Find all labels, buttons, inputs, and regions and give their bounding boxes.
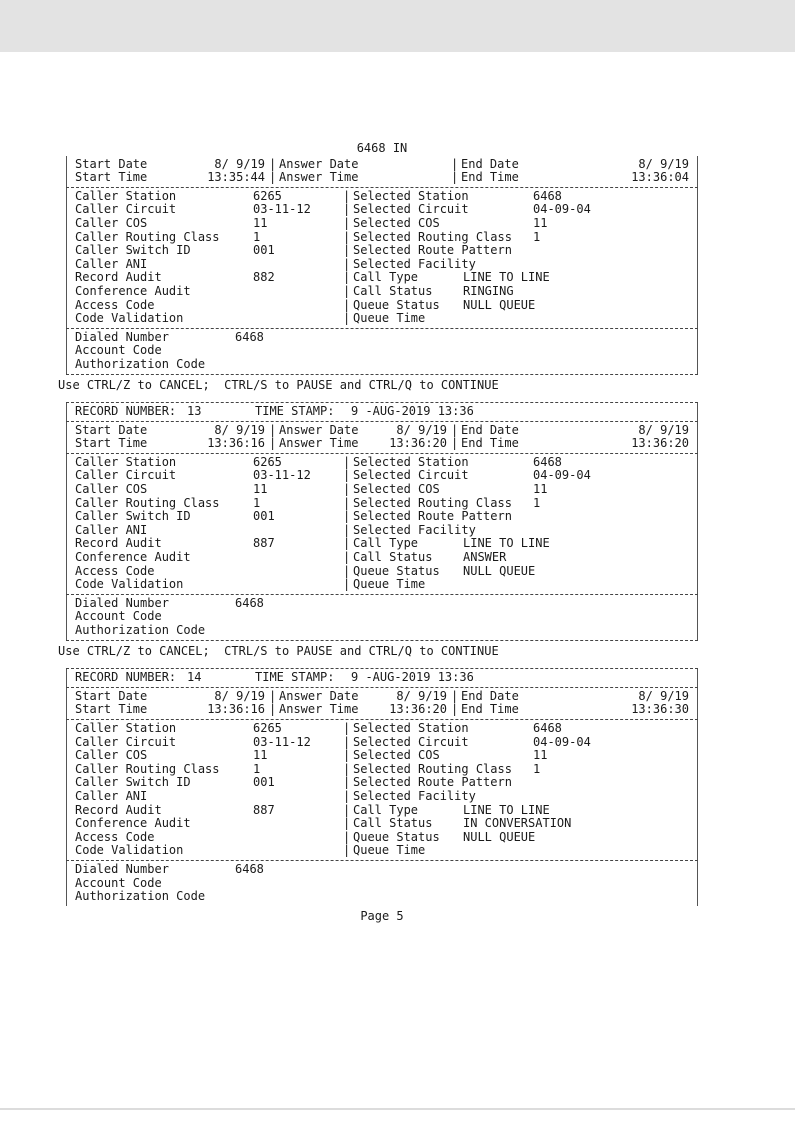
dialed-number-value: 6468 bbox=[235, 329, 264, 344]
selected-station-value: 6468 bbox=[533, 454, 562, 469]
call-type-value: LINE TO LINE bbox=[463, 536, 550, 551]
queue-status-label: Queue Status bbox=[353, 297, 440, 312]
caller-station-label: Caller Station bbox=[75, 720, 177, 735]
selected-routing-class-value: 1 bbox=[533, 761, 541, 776]
caller-circuit-value: 03-11-12 bbox=[253, 734, 311, 749]
answer-time-value: 13:36:20 bbox=[389, 436, 447, 451]
queue-status-label: Queue Status bbox=[353, 829, 440, 844]
conference-audit-label: Conference Audit bbox=[75, 550, 191, 565]
page-number: Page 5 bbox=[360, 908, 404, 923]
selected-route-pattern-label: Selected Route Pattern bbox=[353, 775, 512, 790]
account-code-label: Account Code bbox=[75, 875, 162, 890]
record-audit-label: Record Audit bbox=[75, 802, 162, 817]
time-row: Start Time 13:35:44 | Answer Time | End Time 13:36:04 bbox=[75, 170, 689, 185]
caller-cos-value: 11 bbox=[253, 748, 268, 763]
caller-circuit-label: Caller Circuit bbox=[75, 734, 177, 749]
caller-ani-label: Caller ANI bbox=[75, 788, 148, 803]
scanner-bottom-edge bbox=[0, 1108, 795, 1110]
call-status-value: RINGING bbox=[463, 283, 514, 298]
end-date-value: 8/ 9/19 bbox=[638, 156, 689, 171]
call-status-label: Call Status bbox=[353, 283, 433, 298]
start-time-value: 13:36:16 bbox=[207, 436, 265, 451]
start-time-label: Start Time bbox=[75, 170, 148, 185]
record-number-label: RECORD NUMBER: bbox=[75, 404, 177, 419]
caller-ani-label: Caller ANI bbox=[75, 256, 148, 271]
answer-time-label: Answer Time bbox=[279, 702, 359, 717]
selected-circuit-value: 04-09-04 bbox=[533, 202, 591, 217]
caller-switch-id-value: 001 bbox=[253, 243, 275, 258]
caller-switch-id-label: Caller Switch ID bbox=[75, 775, 191, 790]
record-number-value: 14 bbox=[187, 670, 202, 685]
conference-audit-label: Conference Audit bbox=[75, 816, 191, 831]
access-code-label: Access Code bbox=[75, 297, 155, 312]
time-header bbox=[66, 156, 698, 187]
call-record bbox=[66, 402, 698, 641]
conference-audit-label: Conference Audit bbox=[75, 283, 191, 298]
call-status-value: IN CONVERSATION bbox=[463, 816, 572, 831]
scanner-top-margin bbox=[0, 0, 795, 52]
answer-time-value bbox=[367, 171, 451, 185]
record-number-value: 13 bbox=[187, 404, 202, 419]
time-stamp-value: 9 -AUG-2019 13:36 bbox=[351, 670, 474, 685]
end-time-label: End Time bbox=[461, 170, 519, 185]
call-type-value: LINE TO LINE bbox=[463, 802, 550, 817]
access-code-label: Access Code bbox=[75, 829, 155, 844]
end-date-label: End Date bbox=[461, 688, 519, 703]
record-audit-label: Record Audit bbox=[75, 270, 162, 285]
selected-cos-value: 11 bbox=[533, 748, 548, 763]
answer-time-value: 13:36:20 bbox=[389, 702, 447, 717]
caller-station-label: Caller Station bbox=[75, 454, 177, 469]
call-type-label: Call Type bbox=[353, 802, 419, 817]
record-audit-value: 887 bbox=[253, 802, 275, 817]
selected-routing-class-value: 1 bbox=[533, 495, 541, 510]
answer-date-label: Answer Date bbox=[279, 688, 359, 703]
caller-routing-class-label: Caller Routing Class bbox=[75, 761, 220, 776]
call-type-value: LINE TO LINE bbox=[463, 270, 550, 285]
call-status-label: Call Status bbox=[353, 816, 433, 831]
queue-status-value: NULL QUEUE bbox=[463, 297, 536, 312]
caller-station-value: 6265 bbox=[253, 454, 282, 469]
caller-station-value: 6265 bbox=[253, 720, 282, 735]
selected-station-label: Selected Station bbox=[353, 188, 469, 203]
selected-routing-class-value: 1 bbox=[533, 229, 541, 244]
selected-station-label: Selected Station bbox=[353, 454, 469, 469]
caller-station-value: 6265 bbox=[253, 188, 282, 203]
time-header: Start Date 8/ 9/19 | Answer Date 8/ 9/19 | End Date 8/ 9/19 Start Time 13:36:16 | Answer Time 13:36:20 | End Time 13:36:30 bbox=[66, 688, 698, 719]
record-header bbox=[66, 669, 698, 687]
dialed-number-value: 6468 bbox=[235, 595, 264, 610]
dialed-block bbox=[66, 329, 698, 374]
selected-station-value: 6468 bbox=[533, 720, 562, 735]
dialed-block bbox=[66, 595, 698, 640]
start-date-value: 8/ 9/19 bbox=[214, 422, 265, 437]
start-date-value: 8/ 9/19 bbox=[214, 688, 265, 703]
time-stamp-label: TIME STAMP: bbox=[255, 404, 335, 419]
answer-date-label: Answer Date bbox=[279, 422, 359, 437]
end-time-value: 13:36:04 bbox=[631, 170, 689, 185]
caller-cos-label: Caller COS bbox=[75, 482, 148, 497]
answer-date-value bbox=[367, 158, 451, 172]
caller-cos-value: 11 bbox=[253, 215, 268, 230]
caller-routing-class-value: 1 bbox=[253, 761, 261, 776]
selected-cos-value: 11 bbox=[533, 482, 548, 497]
end-date-label: End Date bbox=[461, 156, 519, 171]
caller-cos-label: Caller COS bbox=[75, 215, 148, 230]
selected-circuit-label: Selected Circuit bbox=[353, 202, 469, 217]
start-date-value: 8/ 9/19 bbox=[214, 156, 265, 171]
start-time-value: 13:36:16 bbox=[207, 702, 265, 717]
record-audit-value: 882 bbox=[253, 270, 275, 285]
detail-block: Caller Station 6265 | Selected Station 6468 Caller Circuit 03-11-12 | Selected Circuit 04-09-04 Caller COS 11 | Selected COS 11 Caller Routing Class 1 | Selected Routing Class 1 Caller Switch ID 001 | Selected Route Pattern Caller ANI | Selected Facility Record Audit 887 | Call Type LINE TO LINE Conference Audit | Call Status IN CONVERSATION Access Code | Queue Status NULL QUEUE Code Validation | Queue Time bbox=[66, 720, 698, 860]
call-record bbox=[66, 156, 698, 375]
selected-cos-label: Selected COS bbox=[353, 748, 440, 763]
access-code-label: Access Code bbox=[75, 563, 155, 578]
queue-status-value: NULL QUEUE bbox=[463, 563, 536, 578]
code-validation-label: Code Validation bbox=[75, 311, 184, 326]
call-type-label: Call Type bbox=[353, 270, 419, 285]
selected-circuit-label: Selected Circuit bbox=[353, 734, 469, 749]
start-date-label: Start Date bbox=[75, 422, 148, 437]
selected-facility-label: Selected Facility bbox=[353, 522, 476, 537]
authorization-code-label: Authorization Code bbox=[75, 356, 206, 371]
account-code-label: Account Code bbox=[75, 343, 162, 358]
account-code-label: Account Code bbox=[75, 609, 162, 624]
caller-switch-id-label: Caller Switch ID bbox=[75, 243, 191, 258]
call-record bbox=[66, 668, 698, 906]
dialed-number-value: 6468 bbox=[235, 861, 264, 876]
start-date-label: Start Date bbox=[75, 688, 148, 703]
selected-station-value: 6468 bbox=[533, 188, 562, 203]
selected-circuit-label: Selected Circuit bbox=[353, 468, 469, 483]
end-time-value: 13:36:30 bbox=[631, 702, 689, 717]
end-date-label: End Date bbox=[461, 422, 519, 437]
answer-time-label: Answer Time bbox=[279, 436, 359, 451]
queue-time-label: Queue Time bbox=[353, 311, 426, 326]
selected-circuit-value: 04-09-04 bbox=[533, 468, 591, 483]
selected-circuit-value: 04-09-04 bbox=[533, 734, 591, 749]
dialed-number-label: Dialed Number bbox=[75, 595, 169, 610]
detail-block: Caller Station 6265 | Selected Station 6468 Caller Circuit 03-11-12 | Selected Circuit 04-09-04 Caller COS 11 | Selected COS 11 Caller Routing Class 1 | Selected Routing Class 1 Caller Switch ID 001 | Selected Route Pattern Caller ANI | Selected Facility Record Audit 882 | Call Type LINE TO LINE Conference Audit | Call Status RINGING Access Code | Queue Status NULL QUEUE Code Validation | Queue Time bbox=[66, 188, 698, 328]
answer-date-label: Answer Date bbox=[279, 156, 359, 171]
selected-facility-label: Selected Facility bbox=[353, 788, 476, 803]
page-caption: 6468 IN bbox=[356, 141, 408, 155]
queue-status-value: NULL QUEUE bbox=[463, 829, 536, 844]
end-time-label: End Time bbox=[461, 436, 519, 451]
selected-route-pattern-label: Selected Route Pattern bbox=[353, 243, 512, 258]
end-date-value: 8/ 9/19 bbox=[638, 688, 689, 703]
caller-ani-label: Caller ANI bbox=[75, 522, 148, 537]
record-audit-value: 887 bbox=[253, 536, 275, 551]
caller-circuit-label: Caller Circuit bbox=[75, 202, 177, 217]
detail-block: Caller Station 6265 | Selected Station 6468 Caller Circuit 03-11-12 | Selected Circuit 04-09-04 Caller COS 11 | Selected COS 11 Caller Routing Class 1 | Selected Routing Class 1 Caller Switch ID 001 | Selected Route Pattern Caller ANI | Selected Facility Record Audit 887 | Call Type LINE TO LINE Conference Audit | Call Status ANSWER Access Code | Queue Status NULL QUEUE Code Validation | Queue Time bbox=[66, 454, 698, 594]
caller-cos-value: 11 bbox=[253, 482, 268, 497]
answer-date-value: 8/ 9/19 bbox=[396, 688, 447, 703]
selected-routing-class-label: Selected Routing Class bbox=[353, 229, 512, 244]
end-time-label: End Time bbox=[461, 702, 519, 717]
caller-circuit-value: 03-11-12 bbox=[253, 468, 311, 483]
caller-circuit-label: Caller Circuit bbox=[75, 468, 177, 483]
authorization-code-label: Authorization Code bbox=[75, 889, 206, 904]
caller-switch-id-label: Caller Switch ID bbox=[75, 509, 191, 524]
time-stamp-label: TIME STAMP: bbox=[255, 670, 335, 685]
caller-routing-class-label: Caller Routing Class bbox=[75, 495, 220, 510]
caller-routing-class-value: 1 bbox=[253, 495, 261, 510]
selected-route-pattern-label: Selected Route Pattern bbox=[353, 509, 512, 524]
caller-routing-class-value: 1 bbox=[253, 229, 261, 244]
time-stamp-value: 9 -AUG-2019 13:36 bbox=[351, 404, 474, 419]
call-record-printout bbox=[58, 141, 698, 923]
start-time-label: Start Time bbox=[75, 702, 148, 717]
queue-time-label: Queue Time bbox=[353, 577, 426, 592]
authorization-code-label: Authorization Code bbox=[75, 623, 206, 637]
cancel-instructions: Use CTRL/Z to CANCEL; CTRL/S to PAUSE and CTRL/Q to CONTINUE bbox=[58, 377, 499, 392]
dialed-number-label: Dialed Number bbox=[75, 861, 169, 876]
record-header bbox=[66, 403, 698, 421]
cancel-instructions: Use CTRL/Z to CANCEL; CTRL/S to PAUSE and CTRL/Q to CONTINUE bbox=[58, 643, 499, 658]
start-date-label: Start Date bbox=[75, 156, 148, 171]
selected-cos-value: 11 bbox=[533, 215, 548, 230]
end-date-value: 8/ 9/19 bbox=[638, 422, 689, 437]
date-row: Start Date 8/ 9/19 | Answer Date | End Date 8/ 9/19 bbox=[75, 156, 689, 171]
selected-cos-label: Selected COS bbox=[353, 482, 440, 497]
answer-time-label: Answer Time bbox=[279, 170, 359, 185]
dialed-number-label: Dialed Number bbox=[75, 329, 169, 344]
time-header: Start Date 8/ 9/19 | Answer Date 8/ 9/19 | End Date 8/ 9/19 Start Time 13:36:16 | Answer Time 13:36:20 | End Time 13:36:20 bbox=[66, 422, 698, 453]
end-time-value: 13:36:20 bbox=[631, 436, 689, 451]
record-audit-label: Record Audit bbox=[75, 536, 162, 551]
selected-cos-label: Selected COS bbox=[353, 215, 440, 230]
selected-station-label: Selected Station bbox=[353, 720, 469, 735]
selected-facility-label: Selected Facility bbox=[353, 256, 476, 271]
caller-cos-label: Caller COS bbox=[75, 748, 148, 763]
start-time-label: Start Time bbox=[75, 436, 148, 451]
call-type-label: Call Type bbox=[353, 536, 419, 551]
caller-switch-id-value: 001 bbox=[253, 509, 275, 524]
answer-date-value: 8/ 9/19 bbox=[396, 422, 447, 437]
start-time-value: 13:35:44 bbox=[207, 170, 265, 185]
caller-routing-class-label: Caller Routing Class bbox=[75, 229, 220, 244]
code-validation-label: Code Validation bbox=[75, 843, 184, 858]
caller-station-label: Caller Station bbox=[75, 188, 177, 203]
queue-status-label: Queue Status bbox=[353, 563, 440, 578]
caller-switch-id-value: 001 bbox=[253, 775, 275, 790]
call-status-label: Call Status bbox=[353, 550, 433, 565]
call-status-value: ANSWER bbox=[463, 550, 507, 565]
caller-circuit-value: 03-11-12 bbox=[253, 202, 311, 217]
queue-time-label: Queue Time bbox=[353, 843, 426, 858]
selected-routing-class-label: Selected Routing Class bbox=[353, 495, 512, 510]
dialed-block bbox=[66, 861, 698, 906]
code-validation-label: Code Validation bbox=[75, 577, 184, 592]
record-number-label: RECORD NUMBER: bbox=[75, 670, 177, 685]
selected-routing-class-label: Selected Routing Class bbox=[353, 761, 512, 776]
